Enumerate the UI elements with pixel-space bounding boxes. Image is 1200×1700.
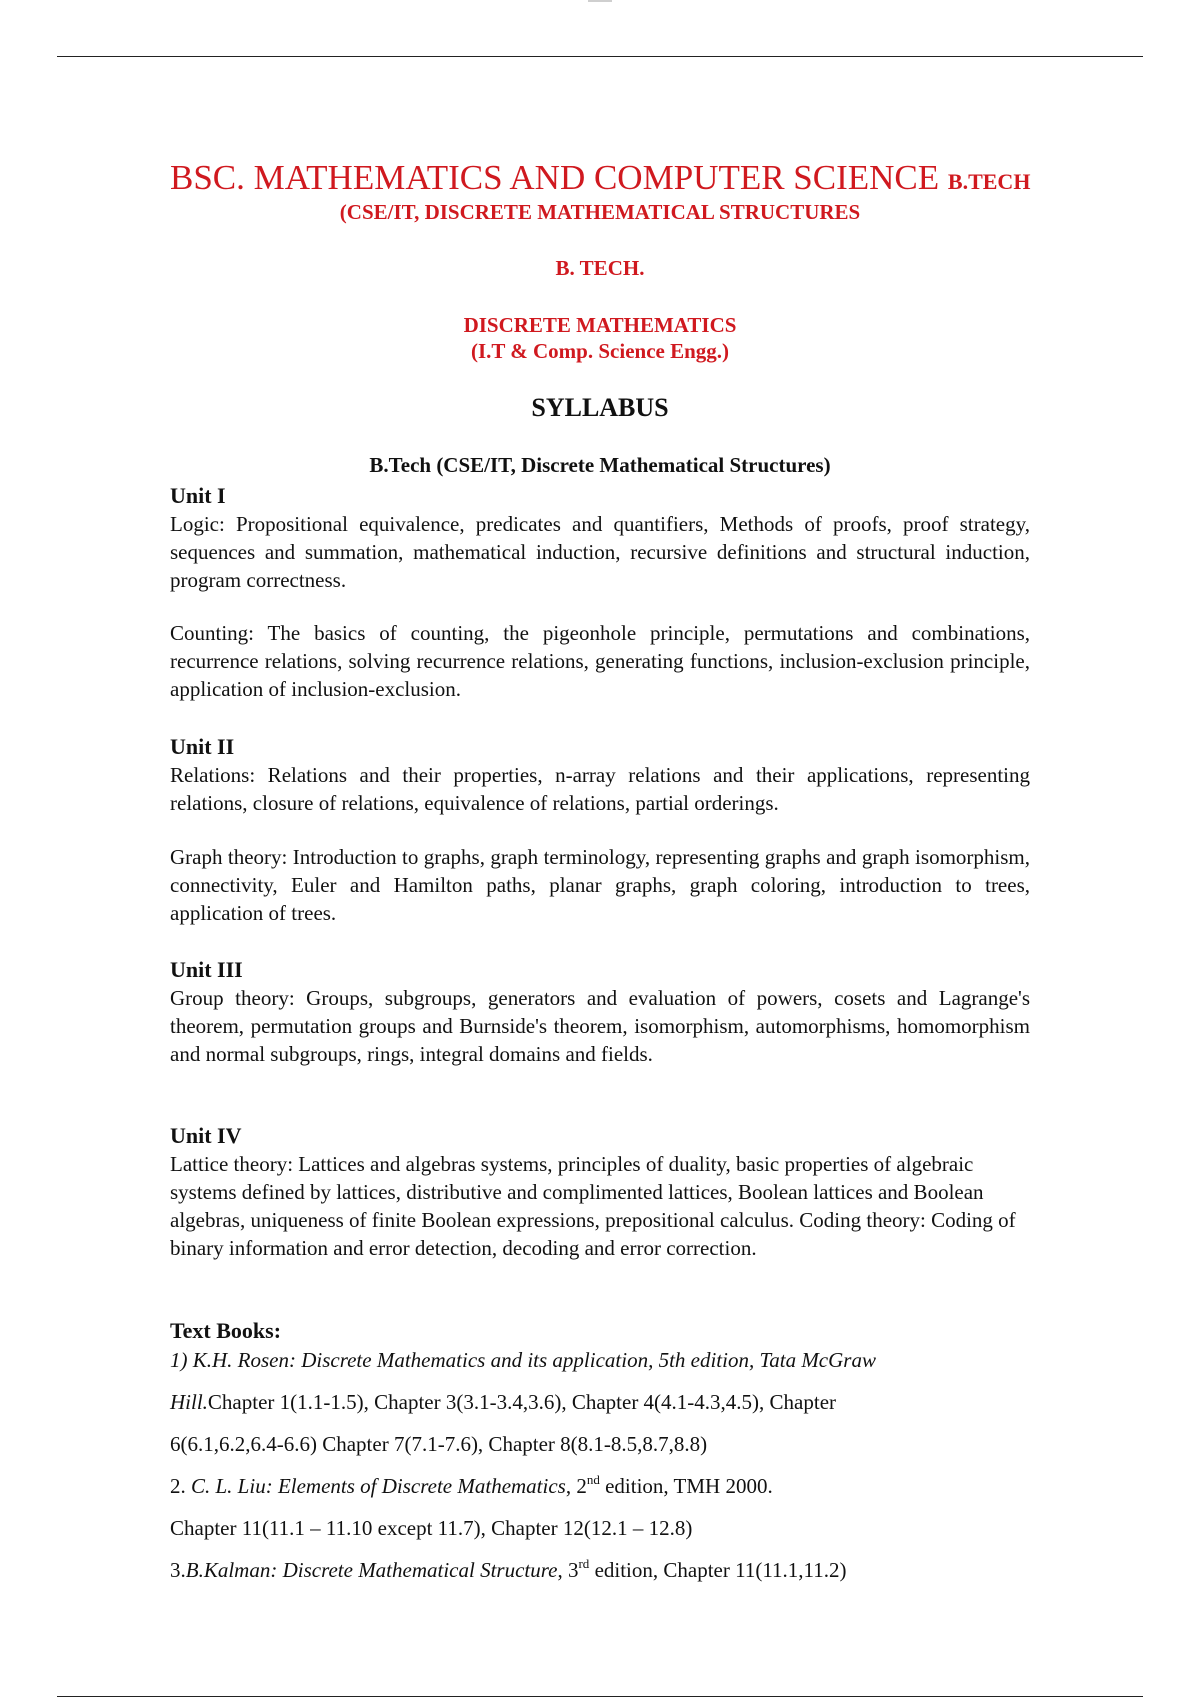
unit-2-graph-theory bbox=[170, 843, 1030, 927]
unit-paragraph: Counting: The basics of counting, the pigeonhole principle, permutations and combinations, recurrence relations, solving recurrence relations, generating functions, inclusion-exclusion principle, application of inclusion-exclusion. bbox=[170, 621, 1030, 701]
dm-title: DISCRETE MATHEMATICS bbox=[463, 313, 737, 337]
text-book-2-sup: nd bbox=[586, 1472, 600, 1487]
syllabus-heading: SYLLABUS bbox=[531, 393, 669, 422]
text-book-2-rest: edition, TMH 2000. bbox=[599, 1474, 773, 1498]
text-book-3-line-1 bbox=[170, 1556, 1030, 1584]
text-book-3-prefix: 3. bbox=[170, 1558, 186, 1582]
unit-paragraph: Lattice theory: Lattices and algebras systems, principles of duality, basic properties of algebraic systems defined by lattices, distributive and complimented lattices, Boolean lattices and Boolean algebras, uniqueness of finite Boolean expressions, prepositional calculus. Coding theory: Coding of binary information and error detection, decoding and error correction. bbox=[170, 1152, 1016, 1260]
unit-heading: Unit IV bbox=[170, 1123, 242, 1148]
unit-paragraph: Graph theory: Introduction to graphs, graph terminology, representing graphs and graph isomorphism, connectivity, Euler and Hamilton paths, planar graphs, graph coloring, introduction to trees, application of trees. bbox=[170, 845, 1030, 925]
unit-heading: Unit III bbox=[170, 957, 243, 982]
unit-2-section bbox=[170, 733, 1030, 817]
text-book-2-title: C. L. Liu: Elements of Discrete Mathematics bbox=[191, 1474, 566, 1498]
text-books-heading-block bbox=[170, 1317, 1030, 1345]
unit-heading: Unit I bbox=[170, 483, 226, 508]
text-book-1-line-3: 6(6.1,6.2,6.4-6.6) Chapter 7(7.1-7.6), Chapter 8(8.1-8.5,8.7,8.8) bbox=[170, 1432, 708, 1456]
text-book-2-prefix: 2. bbox=[170, 1474, 191, 1498]
sub-title: (CSE/IT, DISCRETE MATHEMATICAL STRUCTURES bbox=[339, 200, 861, 224]
text-book-3-comma: , 3 bbox=[557, 1558, 579, 1582]
text-book-2-line-2: Chapter 11(11.1 – 11.10 except 11.7), Chapter 12(12.1 – 12.8) bbox=[170, 1516, 693, 1540]
main-title bbox=[170, 158, 1030, 198]
unit-4-section bbox=[170, 1122, 1030, 1262]
main-title-text: BSC. MATHEMATICS AND COMPUTER SCIENCE bbox=[170, 158, 940, 197]
text-books-heading: Text Books: bbox=[170, 1318, 282, 1343]
unit-paragraph: Group theory: Groups, subgroups, generators and evaluation of powers, cosets and Lagrange's theorem, permutation groups and Burnside's theorem, isomorphism, automorphisms, homomorphism and normal subgroups, rings, integral domains and fields. bbox=[170, 986, 1030, 1066]
text-book-1-chapters: Chapter 1(1.1-1.5), Chapter 3(3.1-3.4,3.6), Chapter 4(4.1-4.3,4.5), Chapter bbox=[207, 1390, 837, 1414]
text-book-1-line-2 bbox=[170, 1388, 1030, 1416]
unit-3-section bbox=[170, 956, 1030, 1068]
unit-heading: Unit II bbox=[170, 734, 235, 759]
text-book-3-title: B.Kalman: Discrete Mathematical Structure bbox=[185, 1558, 558, 1582]
main-title-suffix: B.TECH bbox=[947, 169, 1031, 194]
unit-paragraph: Relations: Relations and their properties, n-array relations and their applications, representing relations, closure of relations, equivalence of relations, partial orderings. bbox=[170, 763, 1030, 815]
dm-subtitle: (I.T & Comp. Science Engg.) bbox=[470, 339, 730, 363]
bottom-rule bbox=[57, 1696, 1143, 1697]
text-book-3-rest: edition, Chapter 11(11.1,11.2) bbox=[589, 1558, 847, 1582]
unit-1-section bbox=[170, 482, 1030, 594]
text-book-3-sup: rd bbox=[578, 1556, 590, 1571]
text-book-1-italic-cont: Hill. bbox=[170, 1390, 208, 1414]
page-top-mark bbox=[588, 0, 612, 2]
unit-1-counting bbox=[170, 619, 1030, 703]
top-rule bbox=[57, 56, 1143, 57]
text-book-1-line-1: 1) K.H. Rosen: Discrete Mathematics and its application, 5th edition, Tata McGraw bbox=[170, 1348, 876, 1372]
text-book-2-comma: , 2 bbox=[565, 1474, 587, 1498]
course-title: B.Tech (CSE/IT, Discrete Mathematical Structures) bbox=[369, 453, 831, 477]
unit-paragraph: Logic: Propositional equivalence, predicates and quantifiers, Methods of proofs, proof strategy, sequences and summation, mathematical induction, recursive definitions and structural induction, program correctness. bbox=[170, 512, 1030, 592]
dm-title-block bbox=[170, 312, 1030, 364]
btech-title: B. TECH. bbox=[555, 256, 645, 280]
text-book-2-line-1 bbox=[170, 1472, 1030, 1500]
